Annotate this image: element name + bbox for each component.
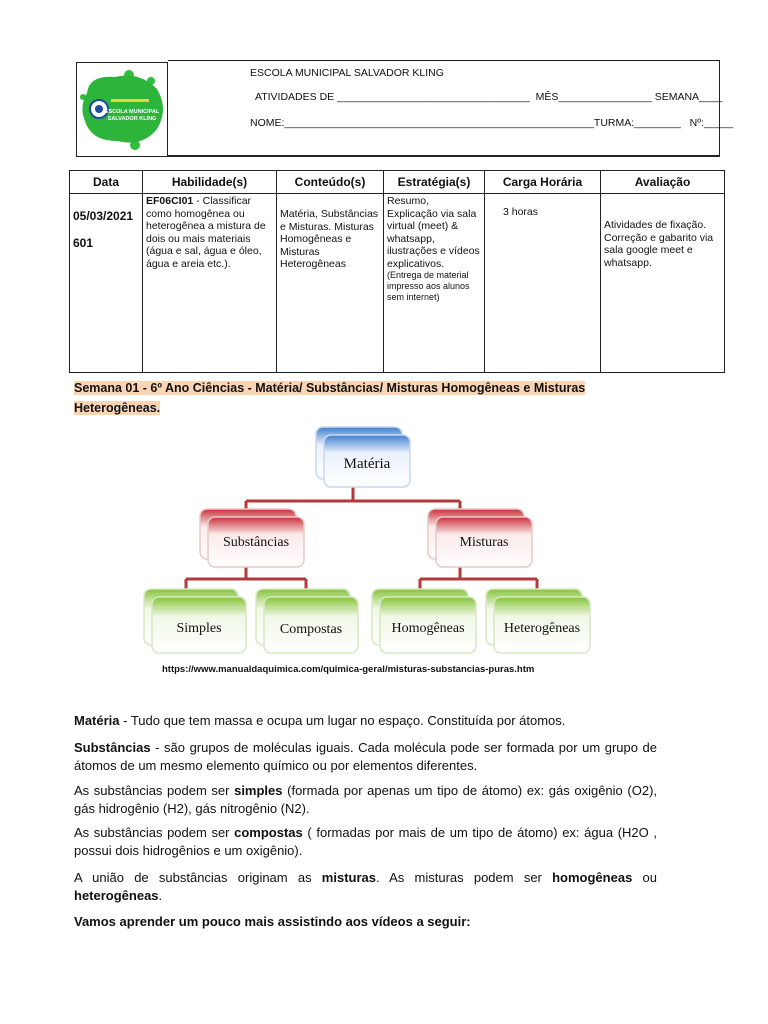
paragraph-compostas <box>74 824 657 860</box>
term-simples: simples <box>234 783 283 798</box>
lesson-plan-table <box>69 170 725 373</box>
strategy-text: Resumo, Explicação via sala virtual (meet) & whatsapp, ilustrações e vídeos explicativos. <box>387 195 480 270</box>
table-row <box>70 194 725 373</box>
skill-text: - Classificar como homogênea ou heterogênea a mistura de dois ou mais materiais (água e sal, água e óleo, água e areia etc.). <box>146 195 266 270</box>
diagram-node-homogeneas <box>372 589 476 653</box>
school-logo <box>77 63 167 156</box>
node-label-heterogeneas: Heterogêneas <box>503 621 581 636</box>
paragraph-misturas <box>74 869 657 905</box>
text-compostas-post: ( formadas por mais de um tipo de átomo) ex: água (H2O , possui dois hidrogênios e um oxigênio). <box>74 825 658 858</box>
term-compostas: compostas <box>234 825 303 840</box>
text-misturas-mid: . As misturas podem ser <box>376 870 553 885</box>
paragraph-simples <box>74 782 657 818</box>
activities-line: ATIVIDADES DE _________________________________ MÊS________________ SEMANA____ <box>255 91 723 103</box>
diagram-node-simples <box>144 589 246 653</box>
diagram-node-materia <box>316 427 410 487</box>
paragraph-materia <box>74 712 657 730</box>
evaluation-cell: Atividades de fixação. Correção e gabarito via sala google meet e whatsapp. <box>601 194 725 373</box>
col-header: Avaliação <box>601 171 725 194</box>
text-misturas-pre: A união de substâncias originam as <box>74 870 322 885</box>
date-cell <box>70 194 143 373</box>
skill-code: EF06CI01 <box>146 195 194 207</box>
hours-cell: 3 horas <box>485 194 601 373</box>
school-name: ESCOLA MUNICIPAL SALVADOR KLING <box>250 67 444 79</box>
logo-text-line-2: SALVADOR KLING <box>107 116 157 122</box>
paragraph-substancias <box>74 739 657 775</box>
strategy-cell <box>384 194 485 373</box>
text-dot: . <box>158 888 163 903</box>
text-simples-post: (formada por apenas um tipo de átomo) ex: gás oxigênio (O2), gás hidrogênio (H2), gás nitrogênio (N2). <box>74 783 658 816</box>
week-heading-text: Semana 01 - 6º Ano Ciências - Matéria/ Substâncias/ Misturas Homogêneas e Misturas Heterogêneas. <box>74 381 586 415</box>
node-label-homogeneas: Homogêneas <box>391 621 465 636</box>
text-materia: - Tudo que tem massa e ocupa um lugar no espaço. Constituída por átomos. <box>119 713 566 728</box>
term-materia: Matéria <box>74 713 120 728</box>
node-label-simples: Simples <box>176 621 222 636</box>
class-number: 601 <box>73 235 94 250</box>
table-header-row <box>70 171 725 194</box>
col-header: Estratégia(s) <box>384 171 485 194</box>
node-label-substancias: Substâncias <box>222 535 290 550</box>
student-header <box>168 60 734 157</box>
matter-concept-diagram <box>130 425 600 661</box>
name-line: NOME:_____________________________________________________TURMA:________ Nº:_____ <box>250 117 734 129</box>
logo-text-line-1: ESCOLA MUNICIPAL <box>104 109 160 115</box>
text-ou: ou <box>632 870 657 885</box>
strategy-note: (Entrega de material impresso aos alunos sem internet) <box>387 270 470 302</box>
diagram-node-compostas <box>256 589 358 653</box>
node-label-root: Matéria <box>343 456 391 472</box>
diagram-node-substancias <box>200 509 304 567</box>
diagram-node-misturas <box>428 509 532 567</box>
term-homogeneas: homogêneas <box>552 870 633 885</box>
text-substancias: - são grupos de moléculas iguais. Cada molécula pode ser formada por um grupo de átomos de um mesmo elemento químico ou por elementos diferentes. <box>74 740 657 773</box>
col-header: Carga Horária <box>485 171 601 194</box>
node-label-misturas: Misturas <box>459 535 509 550</box>
skill-cell <box>143 194 277 373</box>
videos-heading: Vamos aprender um pouco mais assistindo aos vídeos a seguir: <box>74 914 471 929</box>
term-misturas: misturas <box>321 870 376 885</box>
diagram-node-heterogeneas <box>486 589 590 653</box>
diagram-source-link[interactable]: https://www.manualdaquimica.com/quimica-geral/misturas-substancias-puras.htm <box>162 664 535 675</box>
lesson-date: 05/03/2021 <box>73 209 134 223</box>
node-label-compostas: Compostas <box>279 622 343 637</box>
school-logo-frame <box>76 62 168 157</box>
content-cell: Matéria, Substâncias e Misturas. Misturas Homogêneas e Misturas Heterogêneas <box>277 194 384 373</box>
col-header: Conteúdo(s) <box>277 171 384 194</box>
col-header: Habilidade(s) <box>143 171 277 194</box>
week-heading <box>74 378 634 418</box>
col-header: Data <box>70 171 143 194</box>
term-substancias: Substâncias <box>74 740 151 755</box>
text-compostas-pre: As substâncias podem ser <box>74 825 235 840</box>
term-heterogeneas: heterogêneas <box>74 888 159 903</box>
text-simples-pre: As substâncias podem ser <box>74 783 235 798</box>
